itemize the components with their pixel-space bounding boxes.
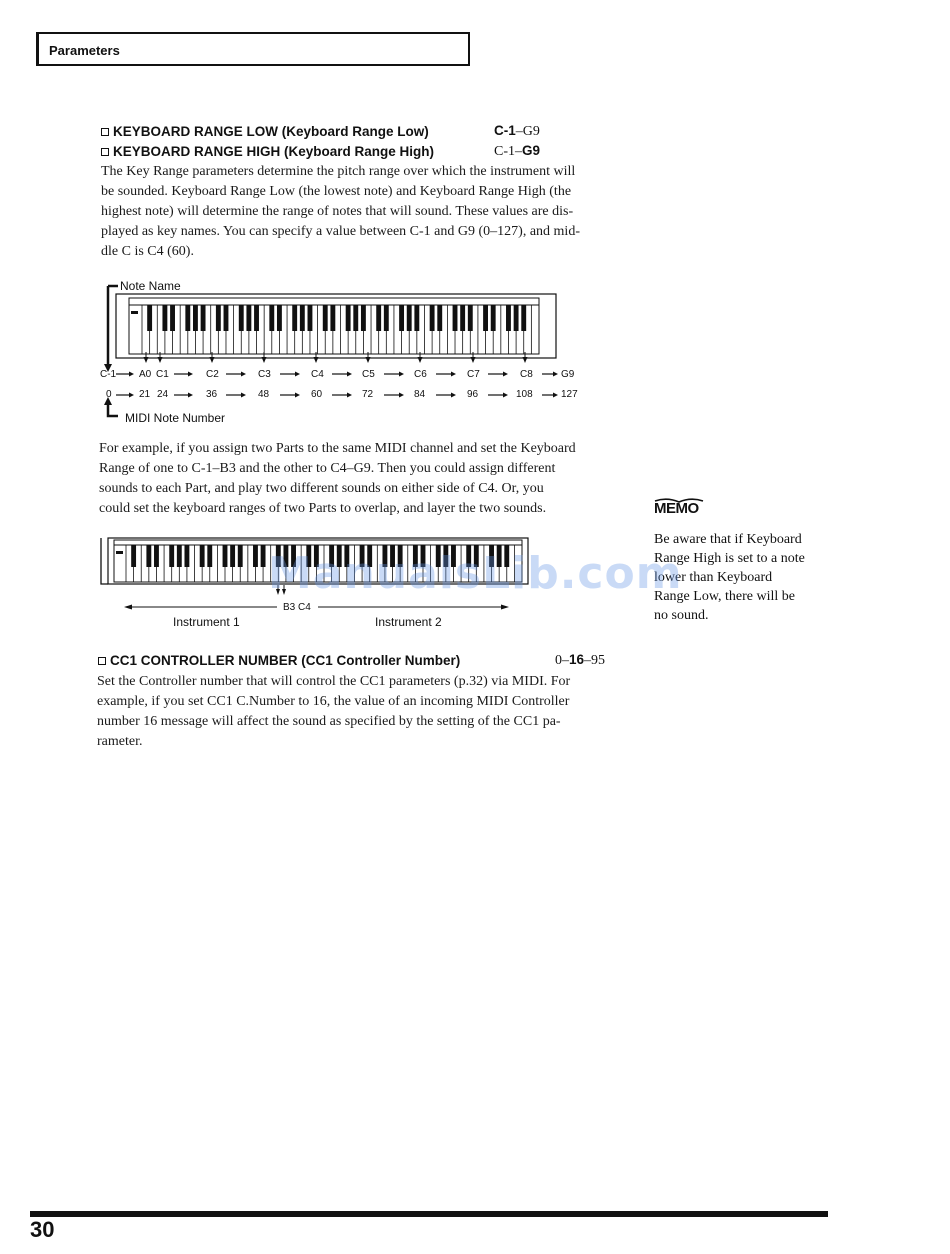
right-arrow-icon: [188, 372, 193, 377]
black-key: [216, 305, 221, 331]
black-key: [207, 545, 212, 567]
right-arrow-icon: [451, 372, 456, 377]
black-key: [430, 305, 435, 331]
right-arrow-icon: [399, 393, 404, 398]
black-key: [414, 305, 419, 331]
black-key: [483, 305, 488, 331]
note-label: C1: [156, 369, 169, 380]
black-key: [154, 545, 159, 567]
down-arrow-icon: [210, 357, 215, 363]
sequence-arrows: [116, 372, 558, 398]
black-key: [514, 305, 519, 331]
black-key: [193, 305, 198, 331]
checkbox-icon: [101, 128, 109, 136]
split-point-label: B3 C4: [283, 602, 311, 613]
black-key: [269, 305, 274, 331]
black-key: [346, 305, 351, 331]
right-arrow-icon: [295, 393, 300, 398]
section-header-label: Parameters: [49, 43, 120, 58]
black-key: [468, 305, 473, 331]
midi-number-label: 72: [362, 389, 374, 400]
right-arrow-icon: [129, 372, 134, 377]
black-key: [184, 545, 189, 567]
black-key: [200, 545, 205, 567]
midi-number-label: 21: [139, 389, 151, 400]
right-arrow-icon: [503, 393, 508, 398]
param-title-cc1-controller-number: CC1 CONTROLLER NUMBER (CC1 Controller Number): [98, 653, 460, 668]
right-arrow-icon: [553, 372, 558, 377]
right-arrow-icon: [451, 393, 456, 398]
black-key: [261, 545, 266, 567]
black-key: [147, 305, 152, 331]
midi-number-label: 84: [414, 389, 426, 400]
down-arrow-icon: [262, 357, 267, 363]
right-arrow-icon: [188, 393, 193, 398]
black-key: [238, 545, 243, 567]
black-key: [277, 305, 282, 331]
watermark: ManualsLib.com: [268, 548, 683, 599]
note-label: C-1: [100, 369, 117, 380]
midi-note-number-label: MIDI Note Number: [125, 411, 226, 425]
black-key: [376, 305, 381, 331]
note-label: C4: [311, 369, 324, 380]
midi-number-label: 48: [258, 389, 270, 400]
midi-number-label: 0: [106, 389, 112, 400]
down-arrow-icon: [314, 357, 319, 363]
example-description: For example, if you assign two Parts to the same MIDI channel and set the Keyboard Range of one to C-1–B3 and the other to C4–G9. Then you could assign different sounds to each Part, and play two different sounds on either side of C4. Or, you could set the keyboard ranges of two Parts to overlap, and layer the two sounds.: [99, 441, 576, 516]
midi-number-label: 127: [561, 389, 578, 400]
black-key: [185, 305, 190, 331]
black-key: [254, 305, 259, 331]
checkbox-icon: [101, 148, 109, 156]
footer-rule: [30, 1211, 828, 1217]
right-arrow-icon: [241, 372, 246, 377]
black-key: [384, 305, 389, 331]
right-arrow-icon: [503, 372, 508, 377]
black-key: [399, 305, 404, 331]
black-key: [253, 545, 258, 567]
param-title-keyboard-range-low: KEYBOARD RANGE LOW (Keyboard Range Low): [101, 124, 429, 139]
note-label: G9: [561, 369, 575, 380]
black-key: [521, 305, 526, 331]
black-key: [353, 305, 358, 331]
note-label: C8: [520, 369, 533, 380]
midi-number-label: 36: [206, 389, 218, 400]
black-key: [460, 305, 465, 331]
note-label: C2: [206, 369, 219, 380]
checkbox-icon: [98, 657, 106, 665]
param-title-keyboard-range-high: KEYBOARD RANGE HIGH (Keyboard Range High): [101, 144, 434, 159]
cc1-description: Set the Controller number that will control the CC1 parameters (p.32) via MIDI. For example, if you set CC1 C.Number to 16, the value of an incoming MIDI Controller number 16 message will affect the sound as specified by the setting of the CC1 pa- rameter.: [97, 674, 571, 749]
down-arrow-icon: [523, 357, 528, 363]
black-key: [453, 305, 458, 331]
down-arrow-icon: [418, 357, 423, 363]
instrument-2-label: Instrument 2: [375, 615, 442, 629]
midi-number-label: 24: [157, 389, 169, 400]
black-key: [239, 305, 244, 331]
right-arrow-icon: [295, 372, 300, 377]
note-label: C5: [362, 369, 375, 380]
down-arrow-icon: [366, 357, 371, 363]
black-key: [491, 305, 496, 331]
right-arrow-icon: [553, 393, 558, 398]
black-key: [506, 305, 511, 331]
note-label: C6: [414, 369, 427, 380]
black-key: [437, 305, 442, 331]
section-header-box: [36, 32, 470, 66]
down-arrow-icon: [158, 357, 163, 363]
right-arrow-icon: [347, 372, 352, 377]
memo-book-icon: [653, 497, 705, 519]
midi-number-label: 60: [311, 389, 323, 400]
right-arrow-icon: [129, 393, 134, 398]
black-key: [246, 305, 251, 331]
right-arrow-icon: [399, 372, 404, 377]
black-key: [170, 305, 175, 331]
memo-icon: MEMO: [654, 500, 699, 517]
instrument-1-label: Instrument 1: [173, 615, 240, 629]
midi-number-label: 108: [516, 389, 533, 400]
black-key: [230, 545, 235, 567]
black-key: [361, 305, 366, 331]
black-key: [223, 545, 228, 567]
black-key: [146, 545, 151, 567]
memo-text: Be aware that if Keyboard Range High is set to a note lower than Keyboard Range Low, there will be no sound.: [654, 532, 805, 623]
right-arrow-icon: [347, 393, 352, 398]
black-key: [330, 305, 335, 331]
down-arrow-icon: [471, 357, 476, 363]
black-key: [308, 305, 313, 331]
param-range-keyboard-range-high: C-1–G9: [494, 143, 541, 159]
black-key: [292, 305, 297, 331]
param-range-cc1-controller-number: 0–16–95: [555, 652, 606, 668]
midi-number-label: 96: [467, 389, 479, 400]
black-key: [162, 305, 167, 331]
black-key: [169, 545, 174, 567]
black-key: [201, 305, 206, 331]
black-key: [131, 545, 136, 567]
note-name-diagram: [96, 278, 566, 428]
black-key: [300, 305, 305, 331]
note-label: A0: [139, 369, 152, 380]
black-key: [177, 545, 182, 567]
note-label: C3: [258, 369, 271, 380]
down-arrow-icon: [144, 357, 149, 363]
right-arrow-icon: [241, 393, 246, 398]
black-key: [407, 305, 412, 331]
note-label: C7: [467, 369, 480, 380]
note-name-label: Note Name: [120, 279, 181, 293]
keyboard-range-description: The Key Range parameters determine the pitch range over which the instrument will be sounded. Keyboard Range Low (the lowest note) and Keyboard Range High (the highest note) will determine the range of notes that will sound. These values are dis- played as key names. You can specify a value between C-1 and G9 (0–127), and mid- dle C is C4 (60).: [101, 164, 580, 259]
black-key: [323, 305, 328, 331]
black-key: [224, 305, 229, 331]
param-range-keyboard-range-low: C-1–G9: [494, 123, 540, 139]
page-number: 30: [30, 1217, 55, 1242]
